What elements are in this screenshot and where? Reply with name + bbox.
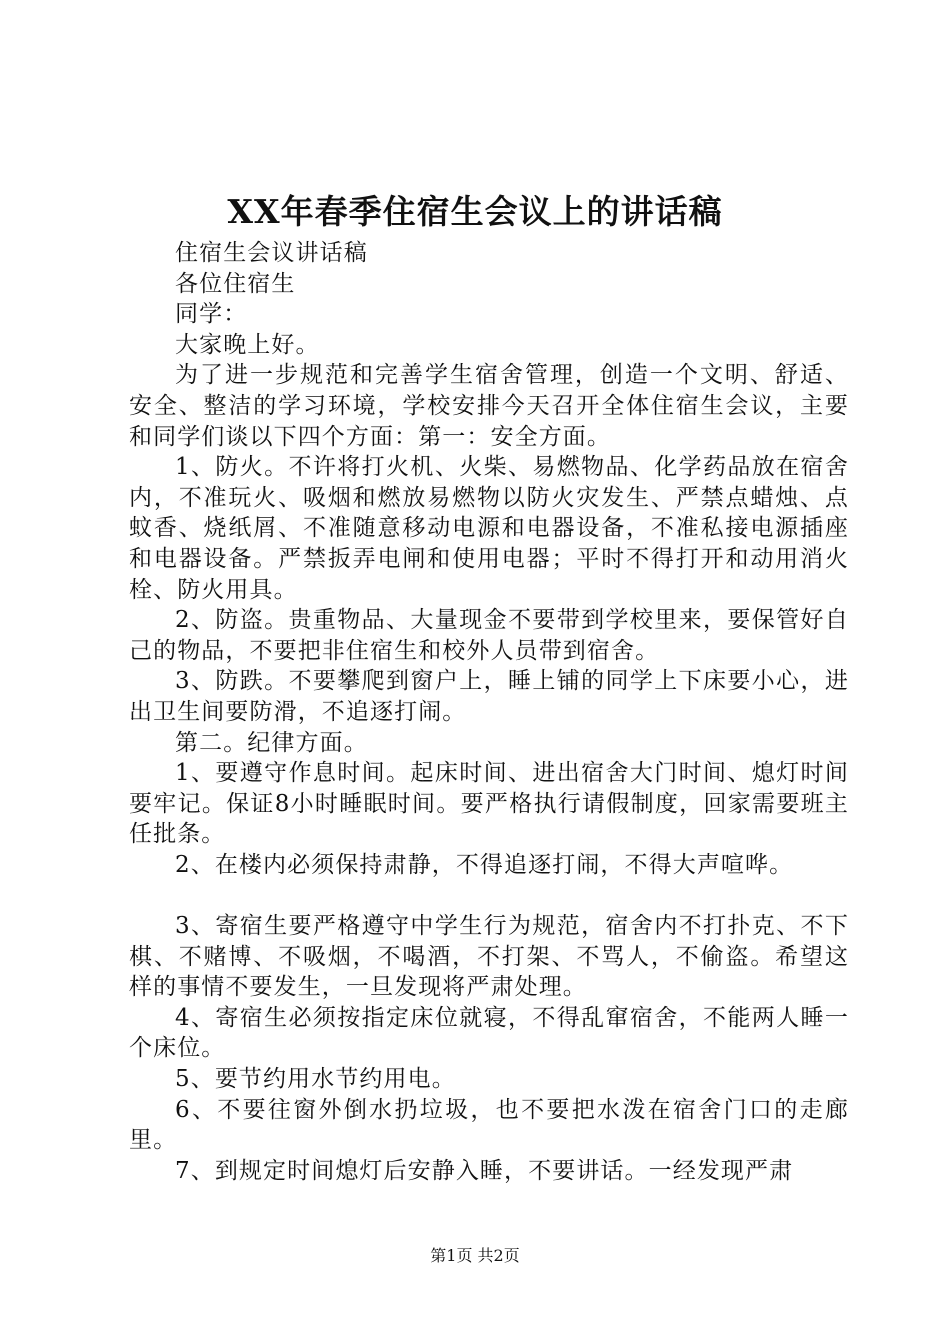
- paragraph-theft-safety: 2、防盗。贵重物品、大量现金不要带到学校里来，要保管好自己的物品，不要把非住宿生和校外人员带到宿舍。: [129, 607, 849, 664]
- paragraph-salutation-2: 同学：: [175, 301, 248, 328]
- document-body: [129, 238, 849, 1186]
- paragraph-discipline-heading: 第二。纪律方面。: [175, 729, 368, 756]
- paragraph-intro: 为了进一步规范和完善学生宿舍管理，创造一个文明、舒适、安全、整洁的学习环境，学校安排今天召开全体住宿生会议，主要和同学们谈以下四个方面：第一：安全方面。: [129, 362, 849, 450]
- paragraph-littering: 6、不要往窗外倒水扔垃圾，也不要把水泼在宿舍门口的走廊里。: [129, 1096, 849, 1154]
- paragraph-greeting: 大家晚上好。: [175, 331, 320, 358]
- paragraph-lights-out: 7、到规定时间熄灯后安静入睡，不要讲话。一经发现严肃: [175, 1157, 794, 1184]
- paragraph-salutation-1: 各位住宿生: [175, 270, 296, 297]
- paragraph-schedule: 1、要遵守作息时间。起床时间、进出宿舍大门时间、熄灯时间要牢记。保证8小时睡眠时间。要严格执行请假制度，回家需要班主任批条。: [129, 760, 849, 848]
- page-footer: 第1页 共2页: [430, 1246, 520, 1265]
- paragraph-quiet: 2、在楼内必须保持肃静，不得追逐打闹，不得大声喧哗。: [175, 851, 794, 878]
- paragraph-fall-safety: 3、防跌。不要攀爬到窗户上，睡上铺的同学上下床要小心，进出卫生间要防滑，不追逐打闹。: [129, 668, 849, 725]
- paragraph-heading: 住宿生会议讲话稿: [175, 240, 368, 266]
- paragraph-beds: 4、寄宿生必须按指定床位就寝，不得乱窜宿舍，不能两人睡一个床位。: [129, 1004, 849, 1062]
- paragraph-conduct: 3、寄宿生要严格遵守中学生行为规范，宿舍内不打扑克、不下棋、不赌博、不吸烟，不喝酒，不打架、不骂人，不偷盗。希望这样的事情不要发生，一旦发现将严肃处理。: [129, 913, 849, 1001]
- document-title: XX年春季住宿生会议上的讲话稿: [227, 192, 723, 231]
- paragraph-saving: 5、要节约用水节约用电。: [175, 1066, 456, 1093]
- paragraph-fire-safety: 1、防火。不许将打火机、火柴、易燃物品、化学药品放在宿舍内，不准玩火、吸烟和燃放易燃物以防火灾发生、严禁点蜡烛、点蚊香、烧纸屑、不准随意移动电源和电器设备，不准私接电源插座和电器设备。严禁扳弄电闸和使用电器；平时不得打开和动用消火栓、防火用具。: [129, 454, 849, 603]
